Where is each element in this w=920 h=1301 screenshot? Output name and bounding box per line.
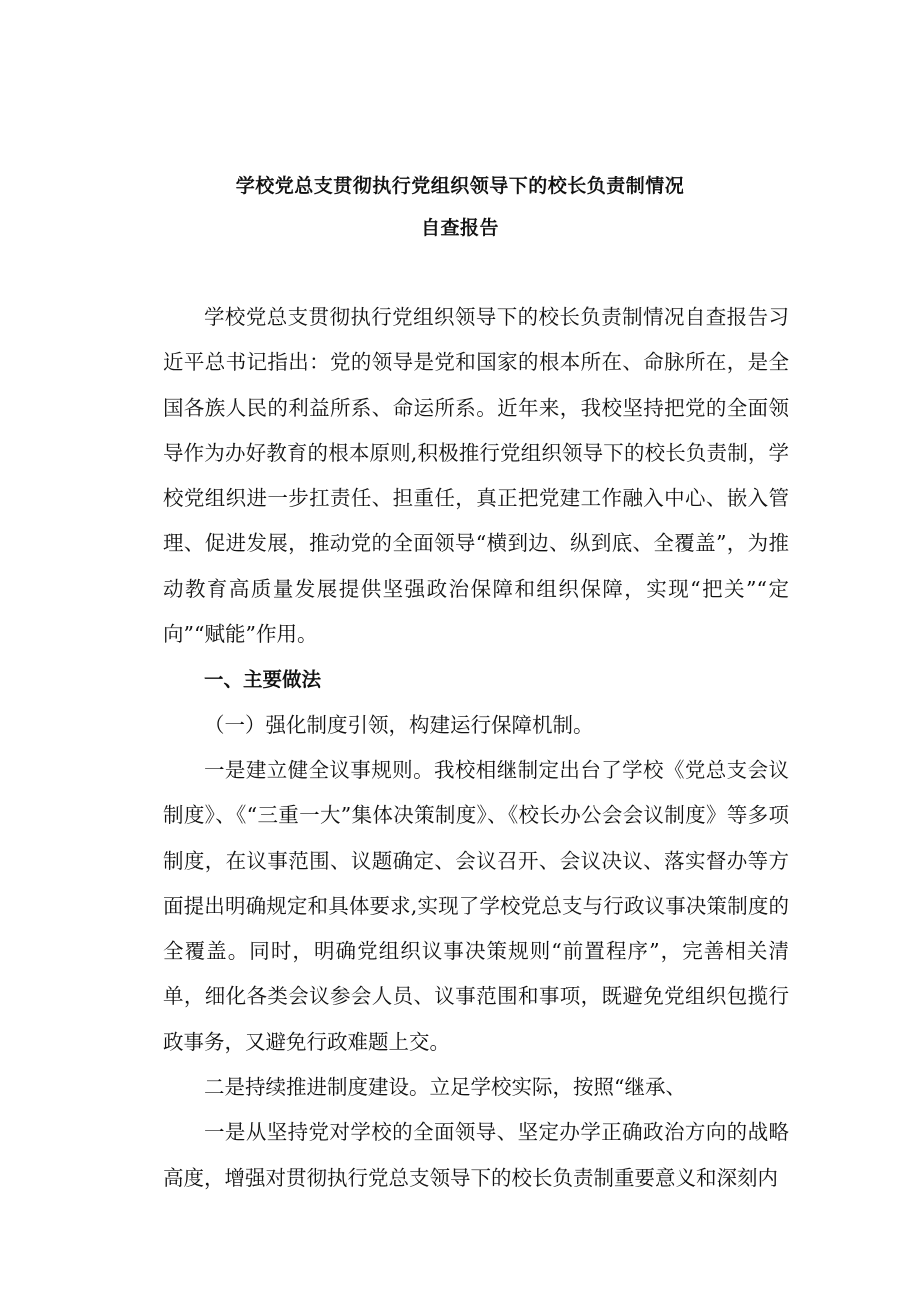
paragraph-rules: 一是建立健全议事规则。我校相继制定出台了学校《党总支会议制度》、《“三重一大”集体决策制度》、《校长办公会会议制度》等多项制度，在议事范围、议题确定、会议召开、会议决议、落实督办等方面提出明确规定和具体要求,实现了学校党总支与行政议事决策制度的全覆盖。同时，明确党组织议事决策规则“前置程序”，完善相关清单，细化各类会议参会人员、议事范围和事项，既避免党组织包揽行政事务，又避免行政难题上交。 bbox=[163, 757, 789, 1054]
paragraph-leadership: 一是从坚持党对学校的全面领导、坚定办学正确政治方向的战略高度，增强对贯彻执行党总支领导下的校长负责制重要意义和深刻内 bbox=[163, 1120, 789, 1190]
subsection-heading-institution: （一）强化制度引领，构建运行保障机制。 bbox=[204, 712, 594, 737]
document-subtitle: 自查报告 bbox=[420, 217, 499, 239]
paragraph-system-building: 二是持续推进制度建设。立足学校实际，按照“继承、 bbox=[204, 1075, 686, 1100]
document-title: 学校党总支贯彻执行党组织领导下的校长负责制情况 bbox=[235, 175, 685, 197]
intro-paragraph: 学校党总支贯彻执行党组织领导下的校长负责制情况自查报告习近平总书记指出：党的领导是党和国家的根本所在、命脉所在，是全国各族人民的利益所系、命运所系。近年来，我校坚持把党的全面领导作为办好教育的根本原则,积极推行党组织领导下的校长负责制，学校党组织进一步扛责任、担重任，真正把党建工作融入中心、嵌入管理、促进发展，推动党的全面领导“横到边、纵到底、全覆盖”，为推动教育高质量发展提供坚强政治保障和组织保障，实现“把关”“定向”“赋能”作用。 bbox=[163, 305, 789, 647]
document-body bbox=[163, 295, 789, 1201]
section-heading-main-practices: 一、主要做法 bbox=[204, 668, 322, 692]
